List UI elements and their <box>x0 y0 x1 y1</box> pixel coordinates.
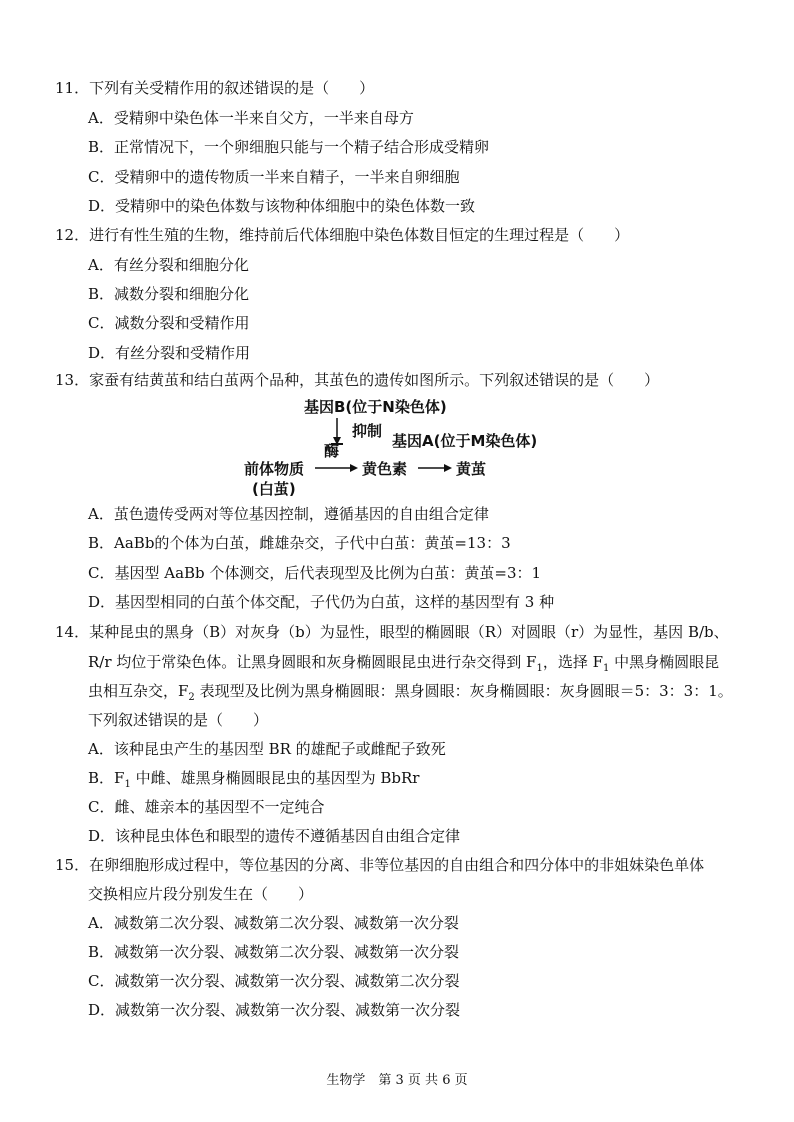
gene-a-label: 基因A(位于M染色体) <box>392 432 538 450</box>
yellow-cocoon-label: 黄茧 <box>456 460 487 478</box>
question-11-option-d: D．受精卵中的染色体数与该物种体细胞中的染色体数一致 <box>88 197 476 215</box>
yellow-pigment-label: 黄色素 <box>362 460 408 478</box>
inhibit-label: 抑制 <box>352 422 383 440</box>
question-12-option-d: D．有丝分裂和受精作用 <box>88 344 251 362</box>
question-11-option-a: A．受精卵中染色体一半来自父方，一半来自母方 <box>88 109 414 127</box>
question-14-option-d: D．该种昆虫体色和眼型的遗传不遵循基因自由组合定律 <box>88 827 461 845</box>
question-14-option-a: A．该种昆虫产生的基因型 BR 的雄配子或雌配子致死 <box>88 740 446 758</box>
question-12-option-a: A．有丝分裂和细胞分化 <box>88 256 249 274</box>
question-14-stem-line-1: 14．某种昆虫的黑身（B）对灰身（b）为显性，眼型的椭圆眼（R）对圆眼（r）为显性，基因 B/b、 <box>55 623 729 641</box>
question-14-option-b: B．$F_1$ 中雌、雄黑身椭圆眼昆虫的基因型为 BbRr <box>88 769 420 790</box>
question-13-option-d: D．基因型相同的白茧个体交配，子代仍为白茧，这样的基因型有 3 种 <box>88 593 555 611</box>
question-12-option-c: C．减数分裂和受精作用 <box>88 314 250 332</box>
page-footer: 生物学 第 3 页 共 6 页 <box>326 1073 468 1088</box>
question-13-option-b: B．AaBb的个体为白茧，雌雄杂交，子代中白茧：黄茧=13：3 <box>88 534 511 552</box>
question-12-stem: 12．进行有性生殖的生物，维持前后代体细胞中染色体数目恒定的生理过程是（ ） <box>55 226 630 244</box>
question-15-stem-line-1: 15．在卵细胞形成过程中，等位基因的分离、非等位基因的自由组合和四分体中的非姐妹染色单体 <box>55 856 705 874</box>
question-15-option-b: B．减数第一次分裂、减数第二次分裂、减数第一次分裂 <box>88 943 460 961</box>
question-11-option-c: C．受精卵中的遗传物质一半来自精子，一半来自卵细胞 <box>88 168 460 186</box>
white-cocoon-label: (白茧) <box>252 480 296 498</box>
enzyme-label: 酶 <box>324 442 340 460</box>
question-13-option-c: C．基因型 AaBb 个体测交，后代表现型及比例为白茧：黄茧=3：1 <box>88 564 542 582</box>
precursor-label: 前体物质 <box>244 460 305 478</box>
question-14-stem-line-4: 下列叙述错误的是（ ） <box>88 711 269 729</box>
question-14-stem-line-2: R/r 均位于常染色体。让黑身圆眼和灰身椭圆眼昆虫进行杂交得到 $F_1$，选择 $F_1$ 中黑身椭圆眼昆 <box>88 653 720 674</box>
pigment-arrow-head <box>444 464 452 472</box>
question-15-option-d: D．减数第一次分裂、减数第一次分裂、减数第一次分裂 <box>88 1001 461 1019</box>
question-14-option-c: C．雌、雄亲本的基因型不一定纯合 <box>88 798 325 816</box>
question-11-stem: 11．下列有关受精作用的叙述错误的是（ ） <box>55 79 375 97</box>
question-13-option-a: A．茧色遗传受两对等位基因控制，遵循基因的自由组合定律 <box>88 505 489 523</box>
question-15-option-a: A．减数第二次分裂、减数第二次分裂、减数第一次分裂 <box>88 914 459 932</box>
question-15-stem-line-2: 交换相应片段分别发生在（ ） <box>88 885 314 903</box>
cocoon-color-pathway-diagram <box>240 396 570 500</box>
enzyme-arrow-head <box>350 464 358 472</box>
question-15-option-c: C．减数第一次分裂、减数第一次分裂、减数第二次分裂 <box>88 972 460 990</box>
question-11-option-b: B．正常情况下，一个卵细胞只能与一个精子结合形成受精卵 <box>88 138 490 156</box>
gene-b-label: 基因B(位于N染色体) <box>304 398 447 416</box>
question-12-option-b: B．减数分裂和细胞分化 <box>88 285 250 303</box>
question-13-stem: 13．家蚕有结黄茧和结白茧两个品种，其茧色的遗传如图所示。下列叙述错误的是（ ） <box>55 371 660 389</box>
question-14-stem-line-3: 虫相互杂交，$F_2$ 表现型及比例为黑身椭圆眼：黑身圆眼：灰身椭圆眼：灰身圆眼＝5：3：3：1。 <box>88 682 733 703</box>
